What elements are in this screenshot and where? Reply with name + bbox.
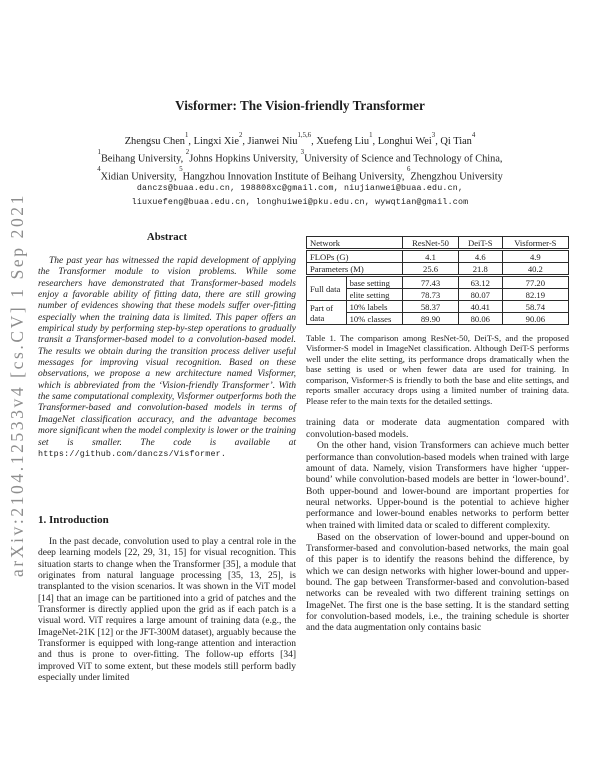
paper-title: Visformer: The Vision-friendly Transformer (175, 98, 425, 113)
author: Zhengsu Chen$^1$, (124, 131, 194, 148)
author-sup: 4 (471, 131, 476, 139)
arxiv-stamp (2, 148, 32, 622)
introduction-paragraph: In the past decade, convolution used to play a central role in the deep learning models [22, 29, 31, 15] for visual recognition. This situation starts to change when the Transformer [35], a module that originates from natural language processing [35, 13, 25], is transplanted to the vision scenarios. It was shown in the ViT model [14] that an image can be partitioned into a grid of patches and the Transformer is directly applied upon the grid as if each patch is a visual word. ViT requires a large amount of training data (e.g., the ImageNet-21K [12] or the JFT-300M dataset), arguably because the Transformer is equipped with long-range attention and interaction and thus is prone to over-fitting. The follow-up efforts [34] improved ViT to some extent, but these models still perform badly especially under limited (38, 537, 296, 684)
authors-line (30, 131, 570, 148)
abstract-heading: Abstract (146, 231, 188, 243)
author: Jianwei Niu$^{1,5,6}$, (247, 131, 317, 148)
affiliations (18, 149, 582, 184)
right-column-text (306, 418, 569, 635)
table-row: Full data base setting 77.43 63.12 77.20 (307, 276, 569, 289)
author: Longhui Wei$^3$, (377, 131, 441, 148)
author-sup: 1 (369, 131, 373, 139)
email-line: danczs@buaa.edu.cn, 198808xc@gmail.com, niujianwei@buaa.edu.cn, (136, 184, 464, 193)
section-heading-introduction: 1. Introduction (38, 514, 109, 526)
introduction-section (38, 514, 296, 684)
affiliation-line: $^1$Beihang University, $^2$Johns Hopkins University, $^3$University of Science and Technology of China, (97, 148, 503, 165)
table-header-cell: Network (307, 237, 403, 250)
comparison-table (306, 236, 569, 325)
author: Lingxi Xie$^2$, (193, 131, 248, 148)
table-caption: Table 1. The comparison among ResNet-50, DeiT-S, and the proposed Visformer-S model in ImageNet classification. Although DeiT-S performs well under the elite setting, its performance drops dramatically when the base setting is used or when fewer data are used for training. In comparison, Visformer-S is friendly to both the base and elite settings, and reports smaller accuracy drops using a limited number of training data. Please refer to the main texts for the detailed settings. (306, 333, 569, 406)
body-paragraph: Based on the observation of lower-bound and upper-bound on Transformer-based and convolution-based networks, the main goal of this paper is to identify the reasons behind the difference, by which we can design networks with higher lower-bound and upper-bound. The gap between Transformer-based and convolution-based networks can be revealed with two different training settings on ImageNet. The first one is the base setting. It is the standard setting for convolution-based models, i.e., the training schedule is shorter and the data augmentation only contains basic (306, 532, 569, 634)
author-sup: 3 (431, 131, 436, 139)
code-url-link[interactable]: https://github.com/danczs/Visformer. (38, 448, 227, 459)
table-row: elite setting 78.73 80.07 82.19 (307, 289, 569, 301)
table-header-row (307, 237, 569, 250)
right-column (306, 236, 569, 635)
table-header-cell: DeiT-S (458, 237, 502, 250)
author-sup: 1 (185, 131, 189, 139)
body-paragraph: On the other hand, vision Transformers can achieve much better performance than convolution-based models when trained with large amount of data. Namely, vision Transformers have higher ‘upper-bound’ while convolution-based models are better in ‘lower-bound’. Both upper-bound and lower-bound are important properties for neural networks. Upper-bound is the potential to achieve higher performance and lower-bound enables networks to perform better when trained with limited data or scaled to different complexity. (306, 441, 569, 531)
emails (30, 182, 570, 209)
body-paragraph: training data or moderate data augmentation compared with convolution-based models. (306, 418, 569, 440)
email-line: liuxuefeng@buaa.edu.cn, longhuiwei@pku.edu.cn, wywqtian@gmail.com (131, 197, 469, 207)
author: Xuefeng Liu$^1$, (316, 131, 378, 148)
table-header-cell: ResNet-50 (403, 237, 459, 250)
table-row: FLOPs (G) 4.1 4.6 4.9 (307, 250, 569, 263)
arxiv-stamp-label: arXiv:2104.12533v4 [cs.CV] 1 Sep 2021 (6, 193, 27, 577)
table-row: Part of data 10% labels 58.37 40.41 58.74 (307, 301, 569, 313)
author-sup: 2 (238, 131, 243, 139)
table-header-cell: Visformer-S (502, 237, 568, 250)
table-row: Parameters (M) 25.6 21.8 40.2 (307, 263, 569, 276)
table-row: 10% classes 89.90 80.06 90.06 (307, 313, 569, 325)
author-sup: 1,5,6 (297, 131, 312, 139)
abstract-body: The past year has witnessed the rapid development of applying the Transformer module to vision problems. While some researchers have demonstrated that Transformer-based models enjoy a favorable ability of fitting data, there are still growing number of evidences showing that these models suffer over-fitting especially when the training data is limited. This paper offers an empirical study by performing step-by-step operations to gradually transit a Transformer-based model to a convolution-based model. The results we obtain during the transition process deliver useful messages for improving visual recognition. Based on these observations, we propose a new architecture named Visformer, which is abbreviated from the ‘Vision-friendly Transformer’. With the same computational complexity, Visformer outperforms both the Transformer-based and convolution-based models in terms of ImageNet classification accuracy, and the advantage becomes more significant when the model complexity is lower or the training set is smaller. The code is available at https://github.com/danczs/Visformer. (38, 256, 296, 459)
affiliation-line: $^4$Xidian University, $^5$Hangzhou Innovation Institute of Beihang University, $^6$Zhengzhou University (97, 166, 503, 183)
author: Qi Tian$^4$ (440, 131, 476, 148)
left-column (38, 231, 296, 460)
